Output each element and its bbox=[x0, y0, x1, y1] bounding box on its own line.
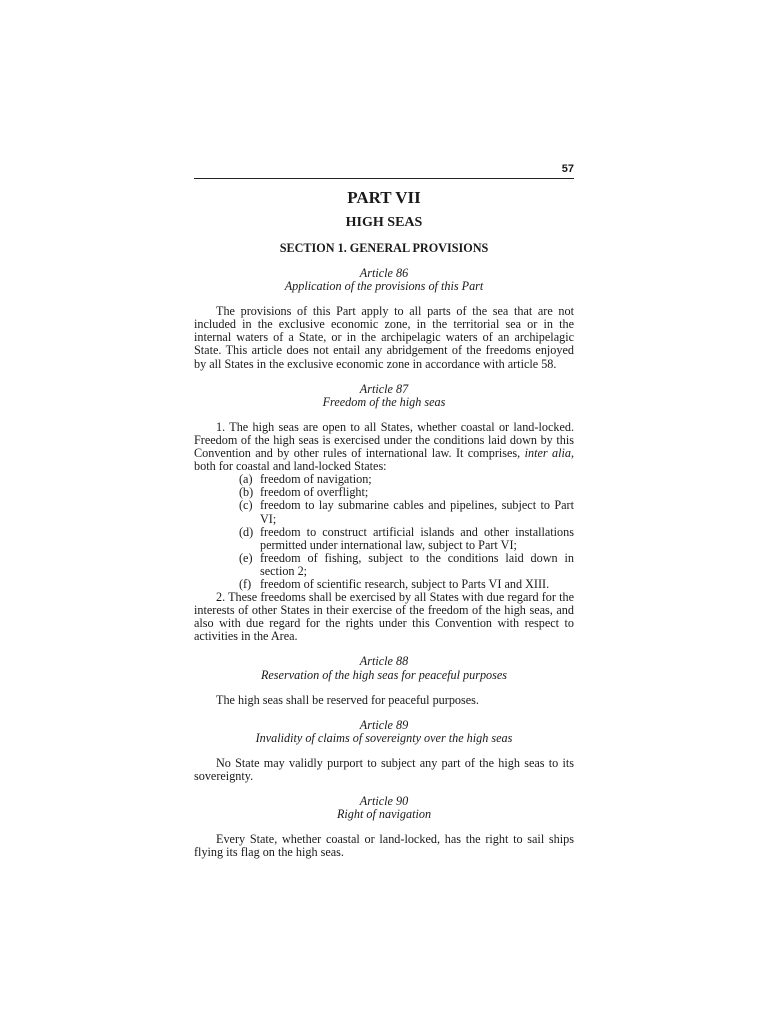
item-text: freedom of fishing, subject to the conditions laid down in section 2; bbox=[260, 550, 574, 578]
article-title: Invalidity of claims of sovereignty over the high seas bbox=[255, 730, 513, 745]
article-number: Article 89 bbox=[359, 717, 409, 732]
article-number: Article 90 bbox=[359, 794, 409, 809]
list-item bbox=[239, 578, 574, 591]
article-88 bbox=[194, 655, 574, 706]
article-paragraph-1 bbox=[194, 421, 574, 473]
article-title: Freedom of the high seas bbox=[322, 394, 446, 409]
item-label: (a) bbox=[239, 472, 253, 487]
part-title: PART VII bbox=[347, 188, 421, 207]
item-text: freedom of navigation; bbox=[260, 472, 372, 487]
part-subtitle: HIGH SEAS bbox=[345, 215, 423, 230]
item-label: (b) bbox=[239, 485, 254, 500]
article-paragraph: No State may validly purport to subject any part of the high seas to its sovereignty. bbox=[194, 755, 574, 783]
article-number: Article 87 bbox=[359, 381, 409, 396]
section-title: SECTION 1. GENERAL PROVISIONS bbox=[279, 241, 489, 255]
item-text: freedom to construct artificial islands and other installations permitted under international law, subject to Part VI; bbox=[260, 524, 574, 552]
article-90 bbox=[194, 795, 574, 859]
article-title: Application of the provisions of this Part bbox=[284, 279, 484, 294]
item-label: (d) bbox=[239, 524, 254, 539]
article-number: Article 86 bbox=[359, 266, 409, 280]
item-label: (e) bbox=[239, 550, 253, 565]
list-item bbox=[239, 526, 574, 552]
article-86 bbox=[194, 267, 574, 371]
paragraph-text: 1. The high seas are open to all States, whether coastal or land-locked. Freedom of the high seas is exercised under the conditions laid down by this Convention and by other rules of international law. It comprises, bbox=[194, 419, 574, 461]
article-number: Article 88 bbox=[359, 654, 409, 669]
page-content bbox=[194, 187, 574, 859]
page-header bbox=[194, 163, 574, 179]
article-paragraph: Every State, whether coastal or land-locked, has the right to sail ships flying its flag on the high seas. bbox=[194, 832, 574, 860]
page-number: 57 bbox=[561, 163, 574, 175]
paragraph-italic: inter alia bbox=[524, 446, 571, 461]
item-text: freedom of overflight; bbox=[260, 485, 369, 500]
article-paragraph-2: 2. These freedoms shall be exercised by all States with due regard for the interests of other States in their exercise of the freedom of the high seas, and also with due regard for the rights under this Convention with respect to activities in the Area. bbox=[194, 590, 574, 644]
item-text: freedom of scientific research, subject to Parts VI and XIII. bbox=[260, 576, 550, 591]
article-title: Reservation of the high seas for peaceful purposes bbox=[260, 667, 508, 682]
article-89 bbox=[194, 719, 574, 783]
article-paragraph: The provisions of this Part apply to all parts of the sea that are not included in the exclusive economic zone, in the territorial sea or in the internal waters of a State, or in the archipelagic waters of an archipelagic State. This article does not entail any abridgement of the freedoms enjoyed by all States in the exclusive economic zone in accordance with article 58. bbox=[194, 304, 574, 371]
item-label: (f) bbox=[239, 576, 252, 591]
article-87 bbox=[194, 383, 574, 644]
item-text: freedom to lay submarine cables and pipelines, subject to Part VI; bbox=[260, 498, 574, 526]
paragraph-text: , both for coastal and land-locked States: bbox=[194, 446, 574, 474]
list-item bbox=[239, 499, 574, 525]
article-paragraph: The high seas shall be reserved for peaceful purposes. bbox=[216, 692, 479, 707]
list-item bbox=[239, 552, 574, 578]
article-title: Right of navigation bbox=[336, 807, 432, 822]
item-label: (c) bbox=[239, 498, 253, 513]
freedoms-list bbox=[194, 473, 574, 591]
